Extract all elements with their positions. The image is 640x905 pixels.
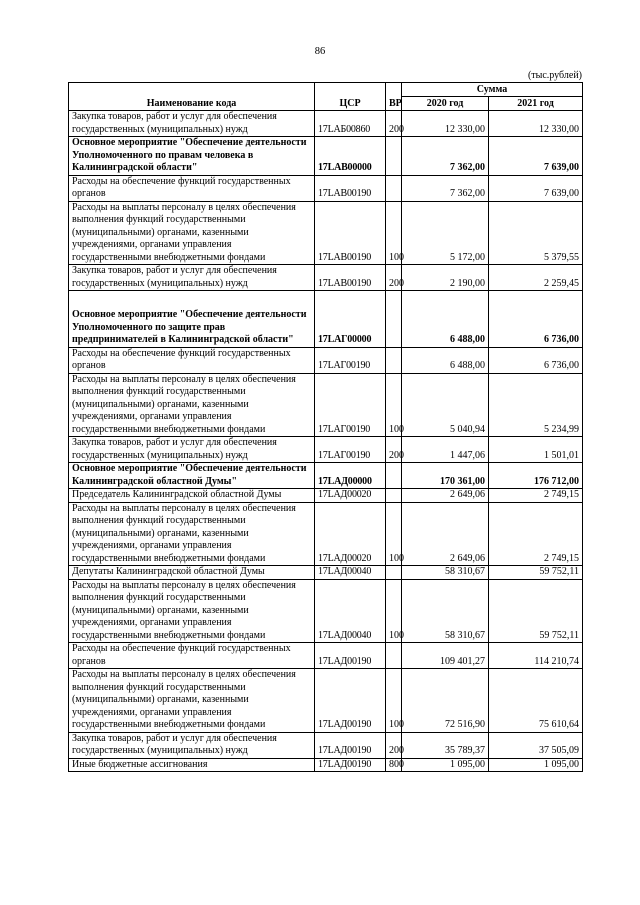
row-vr-cell: [386, 347, 402, 373]
row-csr-cell: 17LAД00020: [315, 489, 386, 503]
row-amount-2020-cell: 2 649,06: [402, 502, 489, 566]
row-vr-cell: 200: [386, 265, 402, 291]
row-amount-2020-cell: 1 447,06: [402, 437, 489, 463]
budget-table: [68, 82, 583, 772]
table-row: [69, 265, 583, 291]
row-name-cell: Расходы на обеспечение функций государственных органов: [69, 643, 315, 669]
row-vr-cell: 100: [386, 201, 402, 265]
row-csr-cell: 17LAB00000: [315, 137, 386, 176]
table-row: [69, 463, 583, 489]
table-row: [69, 579, 583, 643]
row-vr-cell: 100: [386, 373, 402, 437]
row-vr-cell: [386, 463, 402, 489]
row-amount-2021-cell: 6 736,00: [489, 347, 583, 373]
row-csr-cell: 17LAГ00190: [315, 437, 386, 463]
row-csr-cell: 17LAГ00190: [315, 347, 386, 373]
row-amount-2021-cell: 12 330,00: [489, 111, 583, 137]
row-vr-cell: 200: [386, 732, 402, 758]
row-amount-2020-cell: 5 040,94: [402, 373, 489, 437]
row-name-cell: Депутаты Калининградской областной Думы: [69, 566, 315, 580]
row-amount-2021-cell: 2 259,45: [489, 265, 583, 291]
row-vr-cell: 200: [386, 437, 402, 463]
row-amount-2020-cell: 170 361,00: [402, 463, 489, 489]
row-vr-cell: [386, 489, 402, 503]
row-amount-2021-cell: 1 095,00: [489, 758, 583, 772]
row-amount-2020-cell: 12 330,00: [402, 111, 489, 137]
row-csr-cell: 17LAB00190: [315, 175, 386, 201]
row-name-cell: Закупка товаров, работ и услуг для обеспечения государственных (муниципальных) нужд: [69, 265, 315, 291]
row-vr-cell: [386, 137, 402, 176]
row-vr-cell: 100: [386, 669, 402, 733]
table-row: [69, 669, 583, 733]
row-amount-2020-cell: 6 488,00: [402, 291, 489, 348]
row-amount-2021-cell: 2 749,15: [489, 489, 583, 503]
row-name-cell: Расходы на выплаты персоналу в целях обеспечения выполнения функций государственными (муниципальными) органами, казенными учреждениями, органами управления государственными внебюджетными фондами: [69, 579, 315, 643]
row-amount-2020-cell: 1 095,00: [402, 758, 489, 772]
table-row: [69, 175, 583, 201]
row-amount-2021-cell: 114 210,74: [489, 643, 583, 669]
row-csr-cell: 17LAД00190: [315, 758, 386, 772]
table-row: [69, 137, 583, 176]
table-row: [69, 758, 583, 772]
row-amount-2021-cell: 5 379,55: [489, 201, 583, 265]
header-year-2020: 2020 год: [402, 97, 489, 111]
table-row: [69, 291, 583, 348]
table-row: [69, 643, 583, 669]
row-vr-cell: 100: [386, 579, 402, 643]
row-csr-cell: 17LAB00190: [315, 201, 386, 265]
header-name: Наименование кода: [69, 83, 315, 111]
row-name-cell: Расходы на выплаты персоналу в целях обеспечения выполнения функций государственными (муниципальными) органами, казенными учреждениями, органами управления государственными внебюджетными фондами: [69, 201, 315, 265]
row-amount-2021-cell: 7 639,00: [489, 137, 583, 176]
row-name-cell: Иные бюджетные ассигнования: [69, 758, 315, 772]
row-name-cell: Расходы на обеспечение функций государственных органов: [69, 175, 315, 201]
row-name-cell: Основное мероприятие "Обеспечение деятельности Уполномоченного по правам человека в Калининградской области": [69, 137, 315, 176]
row-csr-cell: 17LAB00190: [315, 265, 386, 291]
row-csr-cell: 17LAГ00190: [315, 373, 386, 437]
row-amount-2021-cell: 6 736,00: [489, 291, 583, 348]
row-name-cell: Основное мероприятие "Обеспечение деятельности Уполномоченного по защите прав предпринимателей в Калининградской области": [69, 291, 315, 348]
row-csr-cell: 17LAД00000: [315, 463, 386, 489]
row-vr-cell: [386, 291, 402, 348]
row-csr-cell: 17LAД00020: [315, 502, 386, 566]
row-vr-cell: 800: [386, 758, 402, 772]
row-amount-2020-cell: 58 310,67: [402, 566, 489, 580]
row-amount-2021-cell: 1 501,01: [489, 437, 583, 463]
row-csr-cell: 17LAД00040: [315, 566, 386, 580]
row-amount-2020-cell: 6 488,00: [402, 347, 489, 373]
row-csr-cell: 17LAГ00000: [315, 291, 386, 348]
header-csr: ЦСР: [315, 83, 386, 111]
row-amount-2020-cell: 7 362,00: [402, 137, 489, 176]
row-vr-cell: [386, 175, 402, 201]
table-row: [69, 201, 583, 265]
row-amount-2021-cell: 59 752,11: [489, 579, 583, 643]
row-name-cell: Закупка товаров, работ и услуг для обеспечения государственных (муниципальных) нужд: [69, 111, 315, 137]
table-row: [69, 111, 583, 137]
row-name-cell: Расходы на обеспечение функций государственных органов: [69, 347, 315, 373]
row-amount-2021-cell: 75 610,64: [489, 669, 583, 733]
row-amount-2020-cell: 109 401,27: [402, 643, 489, 669]
row-amount-2021-cell: 176 712,00: [489, 463, 583, 489]
table-row: [69, 566, 583, 580]
table-row: [69, 373, 583, 437]
row-name-cell: Основное мероприятие "Обеспечение деятельности Калининградской областной Думы": [69, 463, 315, 489]
header-year-2021: 2021 год: [489, 97, 583, 111]
row-csr-cell: 17LAД00190: [315, 732, 386, 758]
units-label: (тыс.рублей): [527, 70, 582, 81]
table-row: [69, 489, 583, 503]
row-name-cell: Закупка товаров, работ и услуг для обеспечения государственных (муниципальных) нужд: [69, 437, 315, 463]
row-amount-2021-cell: 37 505,09: [489, 732, 583, 758]
row-amount-2020-cell: 2 190,00: [402, 265, 489, 291]
table-header: [69, 83, 583, 111]
row-amount-2020-cell: 58 310,67: [402, 579, 489, 643]
row-amount-2020-cell: 5 172,00: [402, 201, 489, 265]
row-vr-cell: [386, 566, 402, 580]
table-body: [69, 111, 583, 772]
row-csr-cell: 17LAБ00860: [315, 111, 386, 137]
row-name-cell: Расходы на выплаты персоналу в целях обеспечения выполнения функций государственными (муниципальными) органами, казенными учреждениями, органами управления государственными внебюджетными фондами: [69, 669, 315, 733]
page-number: 86: [314, 46, 326, 57]
row-vr-cell: 200: [386, 111, 402, 137]
row-csr-cell: 17LAД00040: [315, 579, 386, 643]
row-vr-cell: 100: [386, 502, 402, 566]
row-amount-2020-cell: 35 789,37: [402, 732, 489, 758]
header-vr: ВР: [386, 83, 402, 111]
table-row: [69, 732, 583, 758]
row-amount-2020-cell: 72 516,90: [402, 669, 489, 733]
row-csr-cell: 17LAД00190: [315, 669, 386, 733]
row-vr-cell: [386, 643, 402, 669]
table-row: [69, 347, 583, 373]
row-amount-2021-cell: 7 639,00: [489, 175, 583, 201]
row-amount-2020-cell: 2 649,06: [402, 489, 489, 503]
row-amount-2021-cell: 2 749,15: [489, 502, 583, 566]
table-row: [69, 437, 583, 463]
row-name-cell: Расходы на выплаты персоналу в целях обеспечения выполнения функций государственными (муниципальными) органами, казенными учреждениями, органами управления государственными внебюджетными фондами: [69, 373, 315, 437]
row-amount-2021-cell: 59 752,11: [489, 566, 583, 580]
table-row: [69, 502, 583, 566]
row-name-cell: Расходы на выплаты персоналу в целях обеспечения выполнения функций государственными (муниципальными) органами, казенными учреждениями, органами управления государственными внебюджетными фондами: [69, 502, 315, 566]
header-sum: Сумма: [402, 83, 583, 97]
row-csr-cell: 17LAД00190: [315, 643, 386, 669]
row-name-cell: Закупка товаров, работ и услуг для обеспечения государственных (муниципальных) нужд: [69, 732, 315, 758]
row-amount-2020-cell: 7 362,00: [402, 175, 489, 201]
row-amount-2021-cell: 5 234,99: [489, 373, 583, 437]
row-name-cell: Председатель Калининградской областной Думы: [69, 489, 315, 503]
